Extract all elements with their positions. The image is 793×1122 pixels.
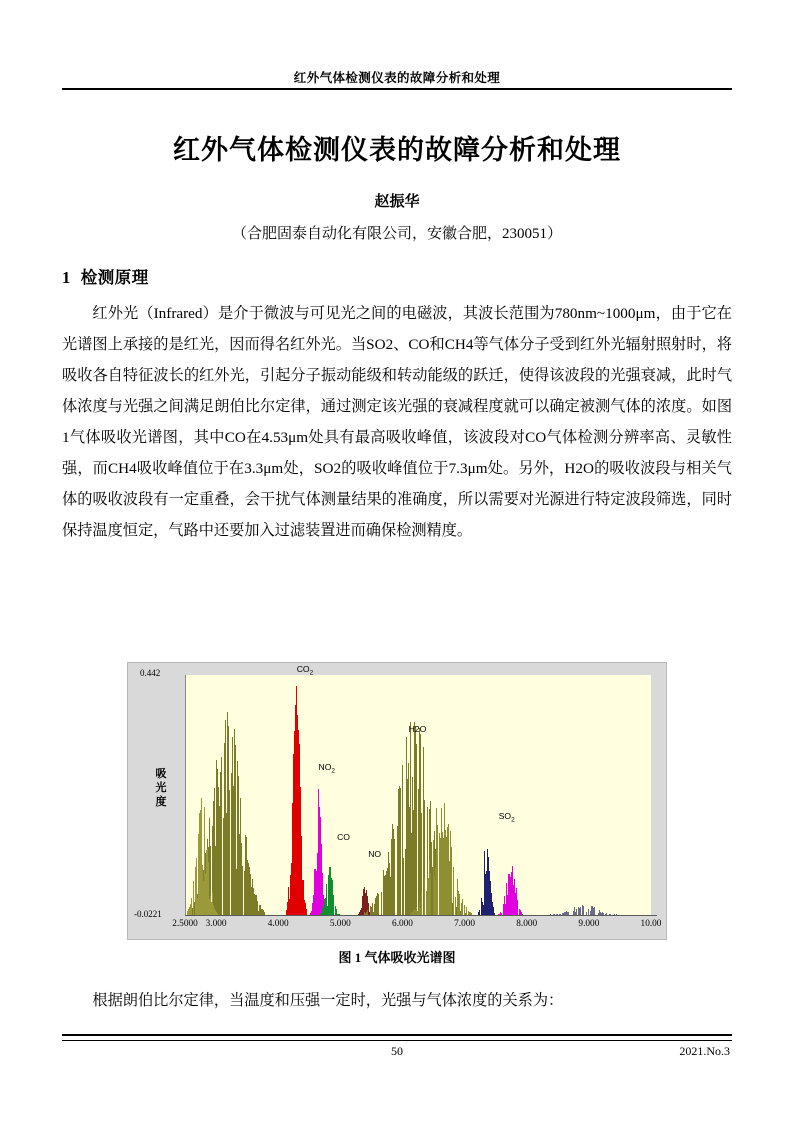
spectrum-spike [299,788,300,915]
spectrum-spike [205,874,206,915]
gas-annotation: CO [337,832,350,843]
footer-rule-thick [62,1034,732,1036]
spectrum-spike [393,829,394,915]
spectrum-spike [489,871,490,915]
spectrum-spike [398,808,399,915]
spectrum-spike [583,906,584,915]
spectrum-spike [453,886,454,915]
spectrum-spike [430,873,431,915]
spectrum-spike [420,737,421,915]
spectrum-spike [329,867,330,915]
spectrum-spike [242,866,243,915]
spectrum-spike [458,894,459,915]
spectrum-spike [428,878,429,915]
spectrum-spike [464,905,465,915]
spectrum-spike [229,790,230,915]
spectrum-spike [255,895,256,915]
plot-area [185,664,651,915]
spectrum-spike [298,742,299,915]
x-tick-label: 4.000 [267,919,289,929]
spectrum-spike [400,823,401,915]
paragraph-2: 根据朗伯比尔定律，当温度和压强一定时，光强与气体浓度的关系为： [92,992,564,1009]
spectrum-spike [582,905,583,915]
x-tick-label: 7.000 [454,919,476,929]
spectrum-spike [377,903,378,915]
y-axis-min-label: -0.0221 [134,909,162,919]
spectrum-spike [204,849,205,915]
spectrum-spike [313,906,314,915]
figure-1 [127,662,667,966]
spectrum-spike [324,905,325,915]
spectrum-spike [385,876,386,915]
spectrum-spike [591,906,592,915]
spectrum-spike [444,823,445,915]
x-tick-label: 8.000 [516,919,538,929]
spectrum-spike [388,870,389,915]
spectrum-spike [249,885,250,915]
spectrum-spike [493,907,494,915]
article-affiliation: （合肥固泰自动化有限公司，安徽合肥，230051） [231,226,562,242]
issue-label: 2021.No.3 [679,1044,730,1058]
spectrum-spike [191,902,192,915]
spectrum-spike [466,907,467,915]
spectrum-spike [228,726,229,915]
spectrum-spike [201,807,202,915]
spectrum-spike [482,902,483,916]
spectrum-spike [427,892,428,915]
spectrum-spike [481,898,482,915]
spectrum-spike [221,795,222,915]
spectrum-spike [247,860,248,915]
spectrum-spike [317,853,318,915]
spectrum-spike [237,817,238,915]
spectrum-spike [449,861,450,915]
spectrum-spike [244,871,245,915]
spectrum-spike [198,856,199,916]
gas-annotation: $NO_2$ [318,761,336,775]
gas-annotation: $SO_2$ [498,810,515,824]
y-axis-title: 吸 光 度 [155,768,167,808]
spectrum-spike [301,836,302,915]
spectrum-spike [506,886,507,915]
x-tick-label: 9.000 [578,919,600,929]
header-rule [62,88,732,90]
spectrum-spike [233,786,234,915]
spectrum-spike [326,884,327,915]
spectrum-spike [331,883,332,915]
spectrum-spike [241,854,242,916]
spectrum-spike [378,894,379,915]
spectrum-chart [127,662,667,940]
spectrum-spike [390,877,391,915]
spectrum-spike [394,839,395,915]
spectrum-spike [316,873,317,915]
section-heading [62,264,732,288]
spectrum-spike [419,906,420,915]
spectrum-spike [293,814,294,915]
x-axis-ticks [172,919,662,935]
spectrum-spike [435,867,436,915]
spectrum-spike [214,788,215,915]
gas-annotation: $CO_2$ [296,664,314,677]
spectrum-spike [295,705,296,915]
spectrum-spike [421,892,422,915]
x-tick-label: 5.000 [329,919,351,929]
x-tick-label: 6.000 [392,919,413,929]
spectrum-spike [376,908,377,915]
spectrum-spike [225,720,226,915]
spectrum-spike [195,867,196,916]
x-tick-label: 10.00 [640,919,662,929]
paragraph-1: 红外光（Infrared）是介于微波与可见光之间的电磁波，其波长范围为780nm~1000μm，由于它在光谱图上承接的是红光，因而得名红外光。当SO2、CO和CH4等气体分子受到红外光辐射照射时，将吸收各自特征波长的红外光，引起分子振动能级和转动能级的跃迁，使得该波段的光强衰减，此时气体浓度与光强之间满足朗伯比尔定律，通过测定该光强的衰减程度就可以确定被测气体的浓度。如图1气体吸收光谱图，其中CO在4.53μm处具有最高吸收峰值，该波段对CO气体检测分辨率高、灵敏性强，而CH4吸收峰值位于在3.3μm处，SO2的吸收峰值位于7.3μm处。另外，H2O的吸收波段与相关气体的吸收波段有一定重叠，会干扰气体测量结果的准确度，所以需要对光源进行特定波段筛选，同时保持温度恒定，气路中还要加入过滤装置进而确保检测精度。 [62,305,732,539]
spectrum-spike [416,784,417,915]
spectrum-spike [253,888,254,915]
x-axis-line [185,915,657,916]
x-tick-label: 2.5000 [172,919,198,929]
spectrum-spike [217,793,218,915]
spectrum-spike [455,897,456,915]
spectrum-spike [208,862,209,915]
spectrum-spike [197,898,198,915]
article-author: 赵振华 [374,194,420,210]
spectrum-spike [416,907,417,915]
footer-rule-thin [62,1040,732,1041]
spectrum-spike [406,737,407,915]
spectrum-spike [411,833,412,915]
spectrum-spike [580,907,581,916]
y-axis-max-label: 0.442 [140,668,161,678]
spectrum-spike [447,830,448,915]
spectrum-spike [296,792,297,915]
spectrum-spike [260,905,261,915]
spectrum-spike [257,901,258,915]
spectrum-spike [288,906,289,915]
spectrum-spike [223,818,224,915]
spectrum-spike [403,858,404,915]
spectrum-spike [424,878,425,915]
spectrum-spike [509,879,510,915]
spectrum-spike [484,895,485,915]
spectrum-spike [381,894,382,915]
page-number: 50 [391,1044,403,1058]
spectrum-spike [211,902,212,915]
spectrum-spike [504,896,505,915]
spectrum-spike [220,772,221,915]
page-content [62,0,732,1122]
gas-annotation: H2O [408,723,427,734]
spectrum-spike [210,904,211,915]
figure-caption: 图 1 气体吸收光谱图 [338,950,456,965]
article-title: 红外气体检测仪表的故障分析和处理 [173,135,621,165]
spectrum-spike [414,722,415,915]
running-header: 红外气体检测仪表的故障分析和处理 [293,71,501,85]
spectrum-spike [333,895,334,915]
spectrum-spike [409,854,410,915]
section-number: 1 [62,268,71,287]
x-tick-label: 3.000 [205,919,227,929]
section-title: 检测原理 [80,268,149,287]
gas-annotation: NO [368,848,382,859]
spectrum-spike [441,808,442,915]
spectrum-spike [515,898,516,915]
spectrum-spike [224,743,225,915]
spectrum-spike [439,883,440,915]
spectrum-spike [252,879,253,915]
spectrum-spike [517,900,518,915]
spectrum-spike [446,837,447,916]
spectrum-spike [462,905,463,915]
